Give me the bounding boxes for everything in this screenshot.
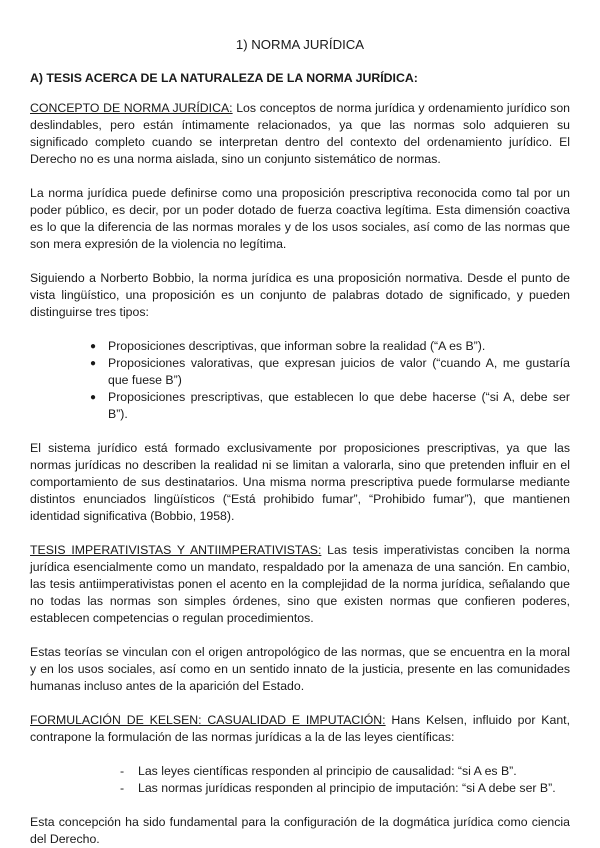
- proposition-types-list: [30, 338, 570, 423]
- bullet-icon: ●: [90, 358, 97, 369]
- list-item: - Las normas jurídicas responden al principio de imputación: “si A debe ser B”.: [120, 781, 556, 795]
- concepto-text: Los conceptos de norma jurídica y ordenamiento jurídico son deslindables, pero están íntimamente relacionados, ya que las normas solo adquieren su significado completo cuando se interpretan dentro del contexto del ordenamiento jurídico. El Derecho no es una norma aislada, sino un conjunto sistemático de normas.: [30, 101, 570, 166]
- bullet-icon: ●: [90, 392, 97, 403]
- dash-icon: -: [120, 781, 125, 795]
- paragraph-conclusion: Esta concepción ha sido fundamental para la configuración de la dogmática jurídica como ciencia del Derecho.: [30, 815, 570, 846]
- paragraph-definicion: La norma jurídica puede definirse como una proposición prescriptiva reconocida como tal por un poder público, es decir, por un poder dotado de fuerza coactiva legítima. Esta dimensión coactiva es lo que la diferencia de las normas morales y de los usos sociales, así como de las normas que son mera expresión de la violencia no legítima.: [30, 186, 570, 251]
- list-item: ● Proposiciones descriptivas, que informan sobre la realidad (“A es B”).: [90, 339, 486, 353]
- tesis-text: Las tesis imperativistas conciben la norma jurídica esencialmente como un mandato, respaldado por la amenaza de una sanción. En cambio, las tesis antiimperativistas ponen el acento en la complejidad de la norma jurídica, señalando que no todas las normas son simples órdenes, sino que existen normas que confieren poderes, establecen competencias o regulan procedimientos.: [30, 543, 570, 625]
- tesis-lead: TESIS IMPERATIVISTAS Y ANTIIMPERATIVISTAS:: [30, 543, 322, 557]
- kelsen-list: [30, 763, 570, 797]
- paragraph-bobbio: Siguiendo a Norberto Bobbio, la norma jurídica es una proposición normativa. Desde el punto de vista lingüístico, una proposición es un conjunto de palabras dotado de significado, y pueden distinguirse tres tipos:: [30, 271, 570, 319]
- list-item: ● Proposiciones valorativas, que expresan juicios de valor (“cuando A, me gustaría que fuese B”): [90, 356, 570, 387]
- document-title: 1) NORMA JURÍDICA: [235, 37, 365, 52]
- list-item: ● Proposiciones prescriptivas, que establecen lo que debe hacerse (“si A, debe ser B”).: [90, 390, 570, 421]
- dash-icon: -: [120, 764, 125, 778]
- paragraph-origen: Estas teorías se vinculan con el origen antropológico de las normas, que se encuentra en la moral y en los usos sociales, así como en un sentido innato de la justicia, presente en las comunidades humanas incluso antes de la aparición del Estado.: [30, 645, 570, 693]
- bullet-icon: ●: [90, 341, 97, 352]
- kelsen-text: Hans Kelsen, influido por Kant, contrapone la formulación de las normas jurídicas a la de las leyes científicas:: [30, 713, 570, 744]
- paragraph-tesis: [30, 542, 570, 627]
- paragraph-kelsen: [30, 712, 570, 746]
- kelsen-lead: FORMULACIÓN DE KELSEN: CASUALIDAD E IMPUTACIÓN:: [30, 713, 386, 727]
- concepto-lead: CONCEPTO DE NORMA JURÍDICA:: [30, 101, 233, 115]
- section-heading: A) TESIS ACERCA DE LA NATURALEZA DE LA NORMA JURÍDICA:: [30, 71, 418, 85]
- list-item: - Las leyes científicas responden al principio de causalidad: “si A es B”.: [120, 764, 517, 778]
- paragraph-concepto: [30, 100, 570, 168]
- paragraph-sistema-juridico: El sistema jurídico está formado exclusivamente por proposiciones prescriptivas, ya que las normas jurídicas no describen la realidad ni se limitan a valorarla, sino que pretenden influir en el comportamiento de sus destinatarios. Una misma norma prescriptiva puede formularse mediante distintos enunciados lingüísticos (“Está prohibido fumar”, “Prohibido fumar”), que mantienen identidad significativa (Bobbio, 1958).: [30, 441, 570, 523]
